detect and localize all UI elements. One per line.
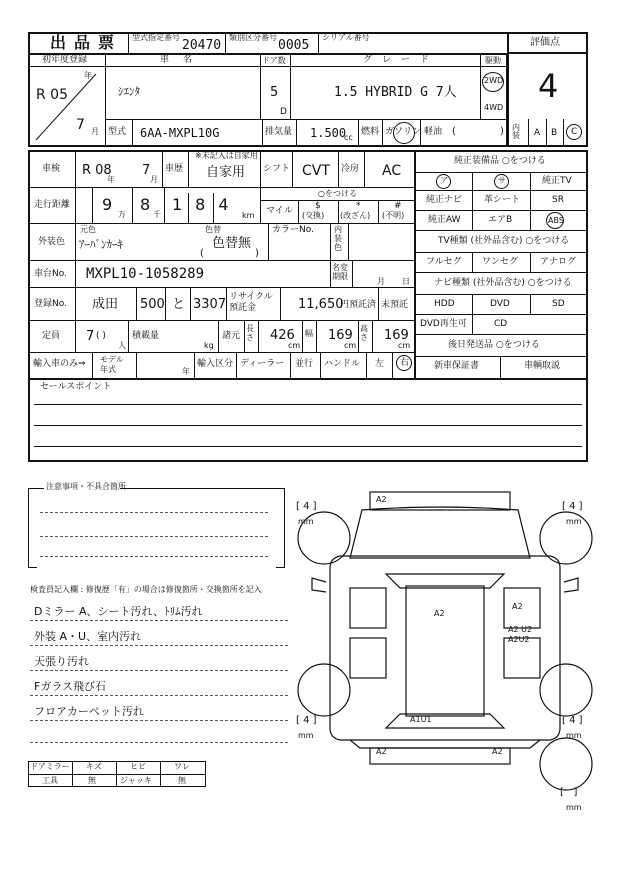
mark-right-side: A2 U2 bbox=[508, 625, 533, 634]
divider bbox=[414, 230, 588, 231]
recycle-amount: 11,650 bbox=[298, 297, 344, 312]
door-type: D bbox=[280, 107, 287, 117]
inspector-line-2: 外装 A・U、室内汚れ bbox=[34, 630, 142, 643]
divider bbox=[260, 53, 261, 119]
expiry-month-unit: 月 bbox=[377, 277, 385, 286]
color-paren-close: ) bbox=[255, 248, 259, 259]
mileage-opt-unknown-sub: (不明) bbox=[382, 211, 405, 220]
divider bbox=[378, 287, 379, 320]
recycle-label: リサイクル預託金 bbox=[229, 292, 273, 313]
tools-header-1: ドアミラー bbox=[30, 762, 70, 771]
mark-right-front: A2 bbox=[512, 602, 523, 611]
model-value: 6AA-MXPL10G bbox=[140, 126, 220, 140]
inspector-line-3: 天張り汚れ bbox=[34, 655, 89, 668]
divider bbox=[128, 32, 129, 54]
notes-line bbox=[40, 556, 268, 557]
sales-line bbox=[34, 404, 582, 405]
width-unit: cm bbox=[344, 341, 357, 350]
handle-right: 右 bbox=[400, 358, 410, 368]
grade-value: 1.5 HYBRID G 7人 bbox=[334, 85, 457, 100]
divider bbox=[414, 150, 416, 378]
history-value: 自家用 bbox=[206, 165, 246, 180]
divider bbox=[244, 320, 245, 352]
capacity-unit: 人 bbox=[118, 341, 126, 350]
divider bbox=[188, 150, 189, 187]
first-reg-era: R 05 bbox=[36, 87, 68, 103]
equip-sr: SR bbox=[552, 195, 564, 205]
tire-rr-value: [ 4 ] bbox=[562, 715, 583, 726]
displacement-label: 排気量 bbox=[265, 127, 293, 137]
mark-rear-bumper: A1U1 bbox=[410, 715, 432, 724]
inspector-label: 検査員記入欄 : 修復歴「有」の場合は修復箇所・交換箇所を記入 bbox=[30, 585, 262, 594]
divider bbox=[194, 352, 195, 378]
inspector-line bbox=[30, 720, 288, 721]
divider bbox=[414, 252, 588, 253]
mileage-sen-unit: 千 bbox=[153, 210, 161, 219]
spare-unit: mm bbox=[566, 803, 582, 812]
divider bbox=[268, 223, 269, 260]
mileage-circle-note: ○をつける bbox=[318, 189, 357, 198]
equip-sunroof: サ bbox=[498, 176, 506, 185]
later-manual: 車輌取説 bbox=[524, 361, 561, 371]
interior-grade-a: A bbox=[534, 128, 541, 138]
divider bbox=[128, 320, 129, 352]
divider bbox=[378, 200, 379, 223]
divider bbox=[280, 287, 281, 320]
divider bbox=[260, 200, 414, 201]
recycle-status: 未預託 bbox=[381, 300, 409, 310]
divider bbox=[292, 150, 293, 187]
registration-kana: と bbox=[172, 297, 186, 312]
mileage-km: km bbox=[242, 211, 255, 220]
score-value: 4 bbox=[538, 67, 559, 105]
mileage-opt-exchange-sub: (交換) bbox=[302, 211, 325, 220]
capacity-label: 定員 bbox=[42, 331, 61, 341]
serial-label: シリアル番号 bbox=[322, 33, 370, 42]
spare-bracket: [ ] bbox=[560, 787, 578, 798]
sales-line bbox=[34, 446, 582, 447]
registration-area: 成田 bbox=[92, 297, 119, 312]
divider bbox=[382, 119, 383, 147]
displacement-value: 1.500 bbox=[310, 126, 347, 140]
notes-bracket-right bbox=[276, 488, 285, 568]
load-label: 積載量 bbox=[132, 331, 160, 341]
fuel-alt: 軽油 bbox=[424, 127, 443, 137]
navi-title: ナビ種類 (社外品含む) ○をつける bbox=[434, 278, 572, 288]
divider bbox=[262, 119, 263, 147]
import-parallel: 並行 bbox=[295, 359, 314, 369]
fuel-selected: ガソリン bbox=[385, 127, 422, 137]
tire-rl-unit: mm bbox=[298, 731, 314, 740]
divider bbox=[414, 334, 588, 335]
mileage-opt-unknown: # bbox=[394, 201, 402, 211]
grade-label: グレード bbox=[363, 55, 440, 65]
divider bbox=[366, 352, 367, 378]
registration-class: 500 bbox=[140, 297, 165, 312]
mark-roof: A2 bbox=[434, 609, 445, 618]
history-note: ※未記入は自家用 bbox=[195, 151, 258, 160]
equip-leather: 革シート bbox=[484, 195, 521, 205]
divider bbox=[472, 172, 473, 230]
fuel-paren: ( bbox=[452, 126, 456, 137]
color-label: 外装色 bbox=[38, 237, 66, 247]
mileage-opt-exchange: $ bbox=[315, 201, 321, 211]
car-damage-diagram bbox=[290, 478, 620, 808]
import-label: 輸入車のみ⇒ bbox=[33, 359, 86, 369]
divider bbox=[364, 150, 365, 187]
tv-oneseg: ワンセグ bbox=[482, 257, 519, 267]
tire-fl-value: [ 4 ] bbox=[296, 501, 317, 512]
sales-point-label: セールスポイント bbox=[40, 382, 112, 392]
divider bbox=[330, 223, 331, 260]
navi-sd: SD bbox=[552, 299, 565, 309]
interior-label: 内装 bbox=[512, 123, 520, 140]
divider bbox=[392, 352, 393, 378]
color-orig-value: ｱｰﾊﾞﾝｶｰｷ bbox=[79, 238, 123, 251]
divider bbox=[420, 119, 421, 147]
mileage-label: 走行距離 bbox=[34, 200, 71, 210]
divider bbox=[218, 320, 219, 352]
chassis-label: 車台No. bbox=[34, 269, 67, 279]
divider bbox=[75, 150, 76, 352]
sales-line bbox=[34, 425, 582, 426]
score-label: 評価点 bbox=[530, 37, 560, 48]
tire-fl-unit: mm bbox=[298, 517, 314, 526]
tv-analog: アナログ bbox=[540, 257, 577, 267]
car-name-label: 車名 bbox=[160, 55, 207, 65]
model-label: 型式 bbox=[108, 127, 127, 137]
month-unit: 月 bbox=[91, 127, 99, 136]
divider bbox=[302, 320, 303, 352]
divider bbox=[320, 352, 321, 378]
divider bbox=[226, 287, 227, 320]
capacity-value: 7 bbox=[86, 329, 95, 344]
inspector-line bbox=[30, 742, 288, 743]
divider bbox=[136, 287, 137, 320]
divider bbox=[92, 187, 93, 223]
dims-label: 諸元 bbox=[222, 331, 241, 341]
handle-label: ハンドル bbox=[324, 359, 361, 369]
interior-grade-c: C bbox=[571, 127, 578, 137]
registration-label: 登録No. bbox=[34, 299, 67, 309]
divider bbox=[28, 187, 414, 188]
drive-4wd: 4WD bbox=[484, 103, 504, 112]
displacement-unit: cc bbox=[344, 133, 353, 142]
divider bbox=[507, 52, 588, 53]
divider bbox=[260, 150, 261, 187]
divider bbox=[352, 260, 353, 287]
divider bbox=[338, 150, 339, 187]
divider bbox=[414, 314, 588, 315]
equip-abs: ABS bbox=[548, 216, 564, 225]
inspector-line bbox=[30, 695, 288, 696]
model-year-label: モデル年式 bbox=[100, 355, 124, 374]
divider bbox=[225, 32, 226, 54]
divider bbox=[414, 190, 588, 191]
divider bbox=[414, 210, 588, 211]
expiry-label: 名変期限 bbox=[332, 263, 348, 281]
inspector-line bbox=[30, 670, 288, 671]
genuine-title: 純正装備品 ○をつける bbox=[454, 156, 546, 166]
divider bbox=[28, 774, 206, 775]
divider bbox=[480, 53, 481, 119]
tv-title: TV種類 (社外品含む) ○をつける bbox=[438, 236, 570, 246]
drive-2wd: 2WD bbox=[484, 76, 504, 85]
interior-color-label: 内装色 bbox=[334, 225, 342, 252]
color-repaint-value: 色替無 bbox=[212, 236, 252, 251]
divider bbox=[330, 260, 331, 287]
divider bbox=[28, 320, 414, 321]
divider bbox=[92, 352, 93, 378]
inspection-month: 7 bbox=[142, 163, 151, 178]
divider bbox=[472, 294, 473, 334]
first-reg-month: 7 bbox=[76, 117, 85, 133]
divider bbox=[348, 223, 349, 260]
color-paren: ( bbox=[200, 248, 204, 259]
mileage-man: 9 bbox=[102, 195, 113, 214]
divider bbox=[298, 200, 299, 223]
import-dealer: ディーラー bbox=[240, 359, 285, 369]
handle-left: 左 bbox=[375, 359, 385, 369]
chassis-value: MXPL10-1058289 bbox=[86, 266, 205, 282]
mileage-opt-tamper: * bbox=[356, 201, 361, 211]
divider bbox=[530, 252, 531, 272]
divider bbox=[165, 287, 166, 320]
inspector-line-5: フロアカーペット汚れ bbox=[34, 705, 144, 718]
divider bbox=[472, 252, 473, 272]
color-repaint-label: 色替 bbox=[205, 225, 221, 234]
car-name: ｼｴﾝﾀ bbox=[118, 85, 140, 98]
equip-aircon: ア bbox=[440, 176, 448, 185]
divider bbox=[316, 320, 317, 352]
divider bbox=[72, 761, 73, 787]
drive-label: 駆動 bbox=[485, 56, 501, 65]
width-label: 幅 bbox=[305, 329, 313, 338]
tools-value-2: 無 bbox=[88, 776, 96, 785]
divider bbox=[116, 761, 117, 787]
mileage-man-unit: 万 bbox=[118, 210, 126, 219]
divider bbox=[28, 352, 414, 353]
equip-airbag: エアB bbox=[488, 215, 513, 225]
category-no: 0005 bbox=[278, 38, 310, 53]
divider bbox=[28, 378, 588, 380]
length-value: 426 bbox=[270, 328, 295, 343]
mileage-sen: 8 bbox=[140, 195, 151, 214]
divider bbox=[530, 172, 531, 230]
equip-aw: 純正AW bbox=[428, 215, 461, 225]
length-unit: cm bbox=[288, 341, 301, 350]
tire-fr-unit: mm bbox=[566, 517, 582, 526]
year-unit: 年 bbox=[84, 71, 92, 80]
color-no-label: カラーNo. bbox=[272, 225, 314, 235]
divider bbox=[296, 119, 297, 147]
tools-value-1: 工具 bbox=[42, 776, 58, 785]
navi-hdd: HDD bbox=[434, 299, 455, 309]
inspection-month-unit: 月 bbox=[150, 175, 158, 184]
aircon-label: 冷房 bbox=[341, 164, 360, 174]
height-unit: cm bbox=[398, 341, 411, 350]
divider bbox=[190, 287, 191, 320]
inspector-line bbox=[30, 645, 288, 646]
divider bbox=[236, 352, 237, 378]
tools-value-4: 無 bbox=[178, 776, 186, 785]
mark-rear-right: A2 bbox=[492, 747, 503, 756]
divider bbox=[213, 193, 214, 223]
mark-right-side2: A2U2 bbox=[508, 635, 530, 644]
fuel-label: 燃料 bbox=[361, 127, 380, 137]
divider bbox=[258, 320, 259, 352]
registration-number: 3307 bbox=[193, 297, 227, 312]
mileage-rest: 184 bbox=[172, 195, 242, 214]
divider bbox=[120, 488, 276, 489]
tire-rr-unit: mm bbox=[566, 731, 582, 740]
doors-value: 5 bbox=[270, 85, 279, 100]
divider bbox=[358, 320, 359, 352]
width-value: 169 bbox=[328, 328, 353, 343]
inspector-line-4: Fガラス飛び石 bbox=[34, 680, 106, 693]
divider bbox=[28, 260, 414, 261]
equip-navi: 純正ナビ bbox=[426, 195, 463, 205]
tools-value-3: ジャッキ bbox=[120, 776, 152, 785]
divider bbox=[290, 352, 291, 378]
navi-dvd: DVD bbox=[490, 299, 510, 309]
divider bbox=[36, 488, 44, 489]
tools-header-4: ワレ bbox=[174, 762, 190, 771]
inspection-era: R 08 bbox=[82, 163, 112, 178]
divider bbox=[162, 150, 163, 187]
divider bbox=[414, 172, 588, 173]
divider bbox=[260, 187, 261, 223]
history-label: 車歴 bbox=[165, 164, 184, 174]
category-label: 類別区分番号 bbox=[229, 33, 277, 42]
divider bbox=[508, 119, 509, 147]
divider bbox=[290, 53, 291, 119]
divider bbox=[528, 119, 529, 147]
tire-rl-value: [ 4 ] bbox=[296, 715, 317, 726]
aircon-value: AC bbox=[382, 163, 402, 179]
divider bbox=[414, 294, 588, 295]
shift-value: CVT bbox=[302, 163, 330, 179]
divider bbox=[28, 287, 414, 288]
divider bbox=[132, 119, 133, 147]
auth-label: 型式指定番号 bbox=[132, 33, 180, 42]
tire-fr-value: [ 4 ] bbox=[562, 501, 583, 512]
load-unit: kg bbox=[204, 341, 214, 350]
navi-dvd-play: DVD再生可 bbox=[420, 319, 467, 329]
divider bbox=[188, 193, 189, 223]
form-title: 出品票 bbox=[50, 33, 123, 52]
inspection-year-unit: 年 bbox=[107, 175, 115, 184]
divider bbox=[318, 32, 319, 54]
color-orig-label: 元色 bbox=[80, 225, 96, 234]
tv-fullseg: フルセグ bbox=[426, 257, 462, 267]
mark-front: A2 bbox=[376, 495, 387, 504]
expiry-day-unit: 日 bbox=[402, 277, 410, 286]
mark-rear-left: A2 bbox=[376, 747, 387, 756]
model-year-unit: 年 bbox=[182, 367, 190, 376]
interior-grade-b: B bbox=[551, 128, 558, 138]
tools-header-2: キズ bbox=[86, 762, 102, 771]
mileage-opt-tamper-sub: (改ざん) bbox=[340, 211, 371, 220]
divider bbox=[132, 187, 133, 223]
divider bbox=[136, 352, 137, 378]
notes-bracket-left bbox=[28, 488, 37, 568]
divider bbox=[372, 320, 373, 352]
divider bbox=[414, 356, 588, 357]
height-label: 高さ bbox=[360, 324, 368, 342]
divider bbox=[530, 294, 531, 314]
inspector-line-1: Dミラー A、シート汚れ、ﾄﾘﾑ汚れ bbox=[34, 605, 203, 618]
height-value: 169 bbox=[384, 328, 409, 343]
equip-tv: 純正TV bbox=[542, 176, 572, 186]
notes-line bbox=[40, 536, 268, 537]
inspector-line bbox=[30, 620, 288, 621]
mileage-opt-mile: マイル bbox=[266, 206, 293, 216]
inspection-label: 車検 bbox=[42, 164, 61, 174]
divider bbox=[28, 223, 414, 224]
divider bbox=[500, 356, 501, 378]
notes-label: 注意事項・不具合箇所 bbox=[46, 482, 126, 491]
capacity-paren: ( ) bbox=[96, 331, 106, 341]
tools-header-3: ヒビ bbox=[130, 762, 146, 771]
recycle-unit: 円預託済 bbox=[340, 300, 377, 310]
navi-cd: CD bbox=[494, 319, 508, 329]
notes-line bbox=[40, 512, 268, 513]
auth-no: 20470 bbox=[182, 38, 222, 53]
import-division-label: 輸入区分 bbox=[197, 359, 234, 369]
divider bbox=[105, 119, 508, 120]
length-label: 長さ bbox=[246, 324, 254, 342]
later-warranty: 新車保証書 bbox=[434, 361, 480, 371]
divider bbox=[546, 119, 547, 147]
divider bbox=[164, 187, 165, 223]
divider bbox=[338, 200, 339, 223]
divider bbox=[563, 119, 564, 147]
divider bbox=[358, 119, 359, 147]
divider bbox=[160, 761, 161, 787]
doors-label: ドア数 bbox=[262, 56, 286, 65]
shift-label: シフト bbox=[263, 164, 291, 174]
first-reg-label: 初年度登録 bbox=[42, 55, 88, 65]
later-title: 後日発送品 ○をつける bbox=[448, 340, 540, 350]
divider bbox=[414, 272, 588, 273]
fuel-paren-close: ) bbox=[500, 126, 504, 137]
